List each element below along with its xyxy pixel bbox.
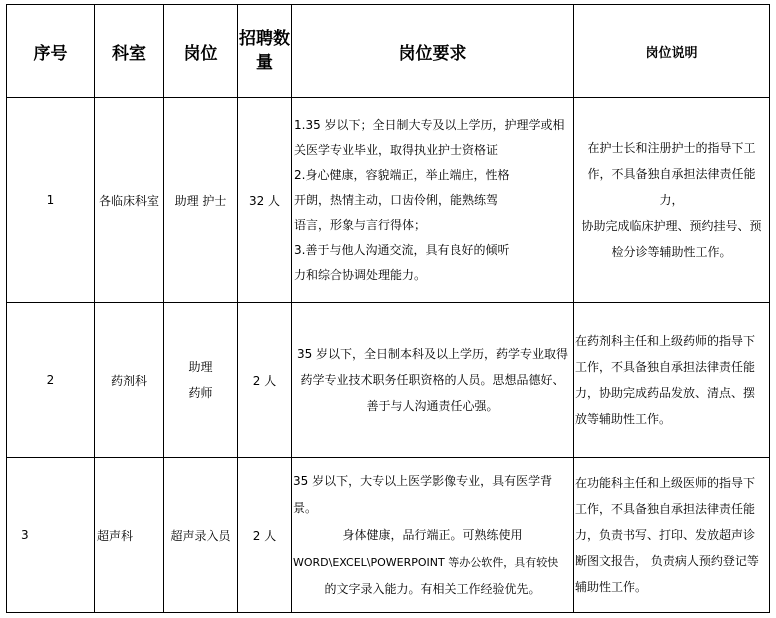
- description-line: 在功能科主任和上级医师的指导下: [575, 476, 756, 490]
- cell-count: 2 人: [238, 458, 292, 613]
- requirement-line: 身体健康，品行端正。可熟练使用: [342, 527, 523, 542]
- description-line: 工作，不具备独自承担法律责任能: [575, 502, 756, 516]
- requirement-line: 3.善于与他人沟通交流，具有良好的倾听: [294, 242, 510, 257]
- description-line: 协助完成临床护理、预约挂号、预: [581, 219, 762, 233]
- header-description: 岗位说明: [574, 5, 770, 98]
- cell-count: 2 人: [238, 303, 292, 458]
- recruitment-table: [6, 4, 770, 613]
- requirement-line: 35 岁以下，全日制本科及以上学历，药学专业取得: [296, 347, 569, 361]
- requirement-line: 2.身心健康，容貌端正，举止端庄，性格: [294, 167, 510, 182]
- header-row: [7, 5, 770, 98]
- cell-requirements: [292, 98, 574, 303]
- header-requirements: 岗位要求: [292, 5, 574, 98]
- cell-description: [574, 98, 770, 303]
- post-line: 药师: [188, 386, 213, 400]
- description-line: 在药剂科主任和上级药师的指导下: [575, 334, 756, 348]
- cell-post: 助理 护士: [164, 98, 238, 303]
- requirement-line: 语言，形象与言行得体；: [294, 217, 427, 232]
- cell-post: [164, 303, 238, 458]
- description-line: 检分诊等辅助性工作。: [611, 245, 732, 259]
- cell-dept: 药剂科: [95, 303, 164, 458]
- description-line: 在护士长和注册护士的指导下工: [587, 141, 756, 155]
- description-line: 工作，不具备独自承担法律责任能: [575, 360, 756, 374]
- requirement-line: 关医学专业毕业，取得执业护士资格证: [294, 142, 499, 157]
- cell-requirements: [292, 303, 574, 458]
- requirement-line: 35 岁以下，大专以上医学影像专业，具有医学背景。: [293, 473, 553, 515]
- cell-requirements: [292, 458, 574, 613]
- cell-seq: 2: [7, 303, 95, 458]
- requirement-line: 开朗，热情主动，口齿伶俐，能熟练驾: [294, 192, 499, 207]
- cell-dept: 各临床科室: [95, 98, 164, 303]
- cell-seq: 1: [7, 98, 95, 303]
- description-line: 放等辅助性工作。: [575, 412, 672, 426]
- header-seq: 序号: [7, 5, 95, 98]
- cell-seq: 3: [7, 458, 95, 613]
- table-row: [7, 303, 770, 458]
- cell-post: 超声录入员: [164, 458, 238, 613]
- requirement-line: 药学专业技术职务任职资格的人员。思想品德好、: [300, 373, 565, 387]
- description-line: 力，协助完成药品发放、清点、摆: [575, 386, 756, 400]
- requirement-line: 1.35 岁以下；全日制大专及以上学历，护理学或相: [294, 117, 565, 132]
- description-line: 作，不具备独自承担法律责任能力，: [587, 167, 756, 207]
- table-row: [7, 458, 770, 613]
- description-line: 辅助性工作。: [575, 580, 648, 594]
- cell-description: [574, 458, 770, 613]
- header-post: 岗位: [164, 5, 238, 98]
- cell-dept: 超声科: [95, 458, 164, 613]
- post-line: 助理: [188, 360, 213, 374]
- requirement-line: 力和综合协调处理能力。: [294, 267, 427, 282]
- cell-count: 32 人: [238, 98, 292, 303]
- description-line: 力，负责书写、打印、发放超声诊: [575, 528, 756, 542]
- requirement-line: WORD\EXCEL\POWERPOINT 等办公软件，具有较快: [293, 555, 559, 569]
- description-line: 断图文报告， 负责病人预约登记等: [575, 554, 759, 568]
- requirement-line: 的文字录入能力。有相关工作经验优先。: [324, 581, 541, 596]
- requirement-line: 善于与人沟通责任心强。: [366, 399, 499, 413]
- header-dept: 科室: [95, 5, 164, 98]
- cell-description: [574, 303, 770, 458]
- table-row: [7, 98, 770, 303]
- header-count: 招聘数量: [238, 5, 292, 98]
